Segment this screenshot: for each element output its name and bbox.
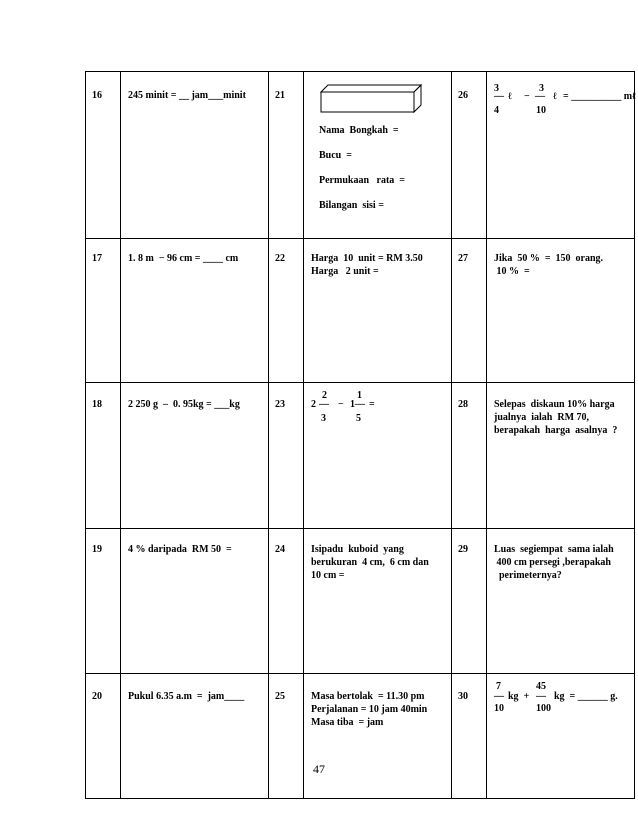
answer-line: Permukaan rata = bbox=[319, 175, 405, 186]
question-number: 19 bbox=[86, 529, 121, 674]
table-row bbox=[86, 674, 635, 799]
question-number: 26 bbox=[452, 72, 487, 239]
question-number: 23 bbox=[269, 383, 304, 529]
question-22: Harga 10 unit = RM 3.50 Harga 2 unit = bbox=[304, 239, 452, 383]
question-20: Pukul 6.35 a.m = jam____ bbox=[121, 674, 269, 799]
answer-line: Bucu = bbox=[319, 150, 352, 161]
question-number: 21 bbox=[269, 72, 304, 239]
question-19: 4 % daripada RM 50 = bbox=[121, 529, 269, 674]
table-row bbox=[86, 383, 635, 529]
page-number: 47 bbox=[313, 762, 325, 776]
fraction-expression: 3 — 4 ℓ − 3 — 10 ℓ = __________ mℓ bbox=[494, 83, 636, 116]
question-number: 30 bbox=[452, 674, 487, 799]
fraction-expression: 2 2 — 3 − 1 1 — 5 = bbox=[311, 390, 375, 424]
question-21 bbox=[304, 72, 452, 239]
question-16: 245 minit = __ jam___minit bbox=[121, 72, 269, 239]
question-number: 25 bbox=[269, 674, 304, 799]
question-number: 24 bbox=[269, 529, 304, 674]
fraction-expression: 7 — 10 kg + 45 — 100 kg = ______ g. bbox=[494, 681, 618, 714]
question-number: 18 bbox=[86, 383, 121, 529]
question-number: 28 bbox=[452, 383, 487, 529]
table-row bbox=[86, 529, 635, 674]
question-number: 17 bbox=[86, 239, 121, 383]
question-25: Masa bertolak = 11.30 pm Perjalanan = 10 jam 40min Masa tiba = jam bbox=[304, 674, 452, 799]
cuboid-shape bbox=[319, 84, 423, 114]
question-28: Selepas diskaun 10% harga jualnya ialah RM 70, berapakah harga asalnya ? bbox=[487, 383, 635, 529]
question-26 bbox=[487, 72, 635, 239]
answer-line: Bilangan sisi = bbox=[319, 200, 384, 211]
worksheet-table bbox=[85, 71, 635, 799]
table-row bbox=[86, 239, 635, 383]
table-row bbox=[86, 72, 635, 239]
question-23 bbox=[304, 383, 452, 529]
question-number: 16 bbox=[86, 72, 121, 239]
question-number: 27 bbox=[452, 239, 487, 383]
question-24: Isipadu kuboid yang berukuran 4 cm, 6 cm dan 10 cm = bbox=[304, 529, 452, 674]
question-number: 20 bbox=[86, 674, 121, 799]
question-17: 1. 8 m − 96 cm = ____ cm bbox=[121, 239, 269, 383]
question-27: Jika 50 % = 150 orang. 10 % = bbox=[487, 239, 635, 383]
question-number: 22 bbox=[269, 239, 304, 383]
question-number: 29 bbox=[452, 529, 487, 674]
question-18: 2 250 g – 0. 95kg = ___kg bbox=[121, 383, 269, 529]
answer-line: Nama Bongkah = bbox=[319, 125, 399, 136]
question-30 bbox=[487, 674, 635, 799]
question-29: Luas segiempat sama ialah 400 cm persegi ,berapakah perimeternya? bbox=[487, 529, 635, 674]
